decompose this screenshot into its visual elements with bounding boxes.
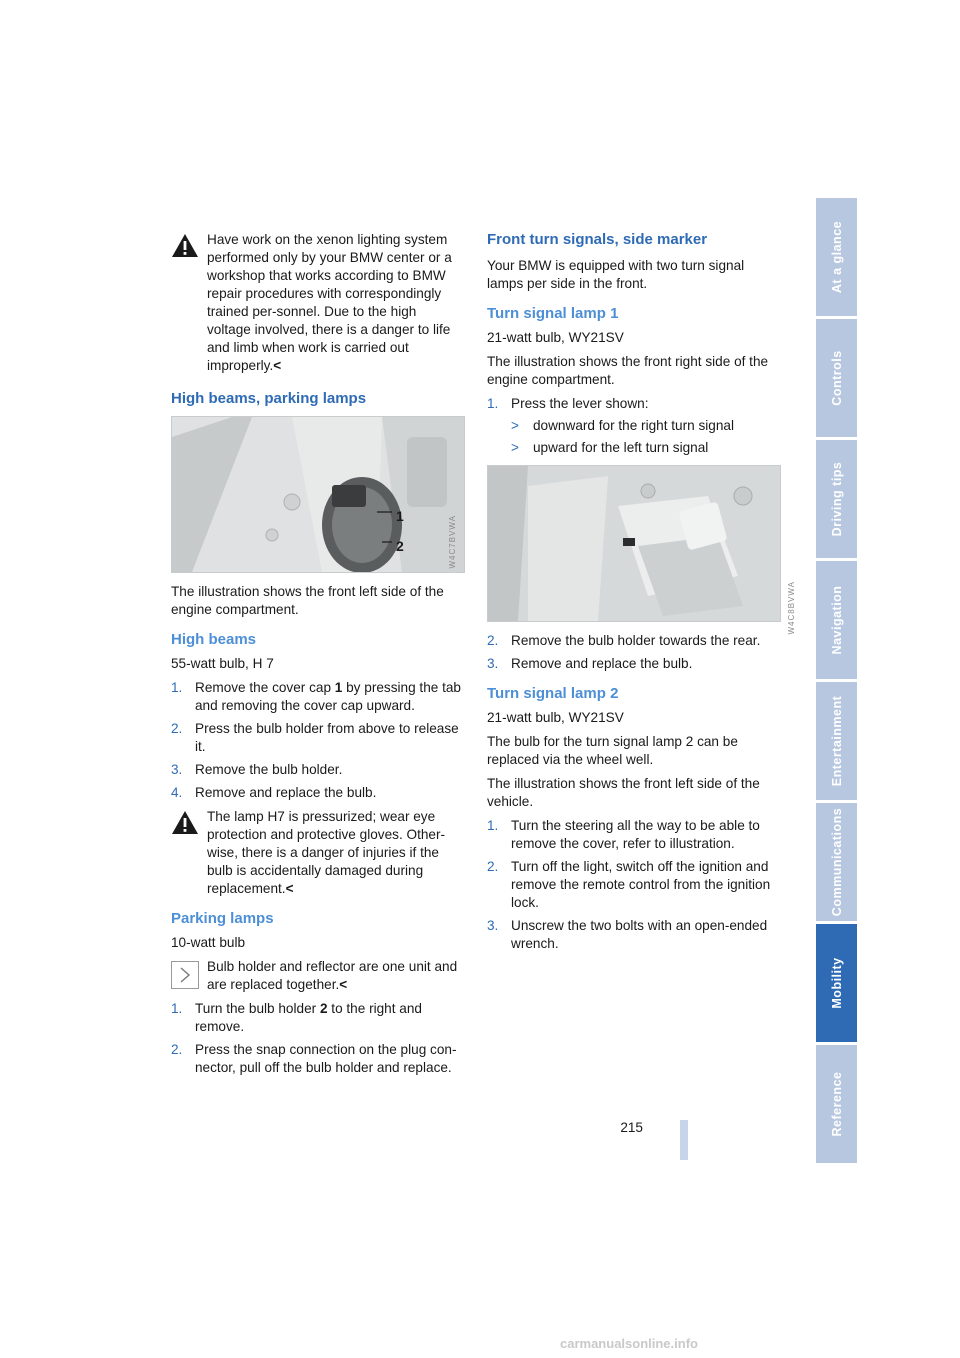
lamp2-text: The bulb for the turn signal lamp 2 can be replaced via the wheel well. [487, 734, 738, 767]
heading-turn-signal-1: Turn signal lamp 1 [487, 305, 619, 322]
heading-turn-signal-2: Turn signal lamp 2 [487, 685, 619, 702]
parking-note: Bulb holder and reflector are one unit and are replaced together.< [171, 958, 463, 994]
tab-entertainment[interactable]: Entertainment [816, 682, 857, 803]
lamp1-steps-after [487, 632, 779, 673]
parking-bulb: 10-watt bulb [171, 935, 246, 950]
list-item: 1. Turn the steering all the way to be able to remove the cover, refer to illustration. [487, 818, 760, 851]
figure-label-1: 1 [396, 508, 404, 524]
heading-parking-lamps: Parking lamps [171, 910, 274, 927]
parking-steps [171, 1000, 463, 1077]
warning-triangle-icon [171, 810, 199, 835]
list-item: 4. Remove and replace the bulb. [171, 785, 377, 800]
tab-communications[interactable]: Communications [816, 803, 857, 924]
list-item: 1. Remove the cover cap 1 by pressing the tab and removing the cover cap upward. [171, 680, 461, 713]
lamp2-caption: The illustration shows the front left side of the vehicle. [487, 776, 760, 809]
turn-signals-intro: Your BMW is equipped with two turn signal lamps per side in the front. [487, 258, 745, 291]
figure-code: W4C8BVWA [787, 581, 796, 635]
figure-code: W4C7BVWA [448, 514, 457, 568]
tab-driving-tips[interactable]: Driving tips [816, 440, 857, 561]
list-item: 3. Remove and replace the bulb. [487, 656, 693, 671]
list-item: 2. Remove the bulb holder towards the rear. [487, 633, 761, 648]
page-number: 215 [620, 1120, 643, 1135]
lamp2-bulb: 21-watt bulb, WY21SV [487, 710, 624, 725]
list-item: 2. Press the snap connection on the plug con-nector, pull off the bulb holder and replace. [171, 1042, 457, 1075]
tab-mobility[interactable]: Mobility [816, 924, 857, 1045]
figure1-caption: The illustration shows the front left side of the engine compartment. [171, 584, 444, 617]
list-item: 1. Press the lever shown: > downward for the right turn signal > upward for the left turn signal [487, 395, 779, 457]
left-column [171, 231, 463, 1083]
figure-label-2: 2 [396, 538, 404, 554]
watermark: carmanualsonline.info [560, 1336, 698, 1351]
lamp2-steps [487, 817, 779, 953]
list-item: 2. Press the bulb holder from above to release it. [171, 721, 459, 754]
h7-warning: The lamp H7 is pressurized; wear eye protection and protective gloves. Other-wise, there is a danger of injuries if the bulb is accidentally damaged during replacement.< [171, 808, 463, 898]
list-item: > downward for the right turn signal [511, 418, 734, 433]
tab-controls[interactable]: Controls [816, 319, 857, 440]
list-item: 2. Turn off the light, switch off the ignition and remove the remote control from the ignition lock. [487, 859, 771, 910]
tab-at-a-glance[interactable]: At a glance [816, 198, 857, 319]
list-item: > upward for the left turn signal [511, 440, 709, 455]
lamp1-caption: The illustration shows the front right side of the engine compartment. [487, 354, 769, 387]
list-item: 3. Unscrew the two bolts with an open-ended wrench. [487, 918, 768, 951]
lamp1-steps [487, 395, 779, 457]
engine-illustration [172, 417, 464, 572]
chapter-sidebar [816, 198, 857, 1166]
page-marker-bar [680, 1120, 688, 1160]
engine-compartment-left-figure [171, 416, 465, 573]
tab-reference[interactable]: Reference [816, 1045, 857, 1166]
list-item: 1. Turn the bulb holder 2 to the right and remove. [171, 1001, 422, 1034]
xenon-warning: Have work on the xenon lighting system performed only by your BMW center or a workshop that works according to BMW repair procedures with correspondingly trained per-sonnel. Due to the high voltage involved, there is a danger to life and limb when work is carried out improperly.< [171, 231, 463, 375]
high-beams-steps [171, 679, 463, 802]
heading-front-turn-signals: Front turn signals, side marker [487, 231, 708, 248]
right-column [487, 231, 796, 959]
engine-compartment-right-figure [487, 465, 781, 622]
lamp1-sublist [511, 417, 779, 457]
note-arrow-icon [171, 961, 199, 989]
warning-triangle-icon [171, 233, 199, 258]
heading-high-beams: High beams [171, 631, 257, 648]
heading-high-beams-parking: High beams, parking lamps [171, 390, 367, 407]
tab-navigation[interactable]: Navigation [816, 561, 857, 682]
engine-illustration [488, 466, 780, 621]
list-item: 3. Remove the bulb holder. [171, 762, 343, 777]
lamp1-bulb: 21-watt bulb, WY21SV [487, 330, 624, 345]
high-beams-bulb: 55-watt bulb, H 7 [171, 656, 274, 671]
